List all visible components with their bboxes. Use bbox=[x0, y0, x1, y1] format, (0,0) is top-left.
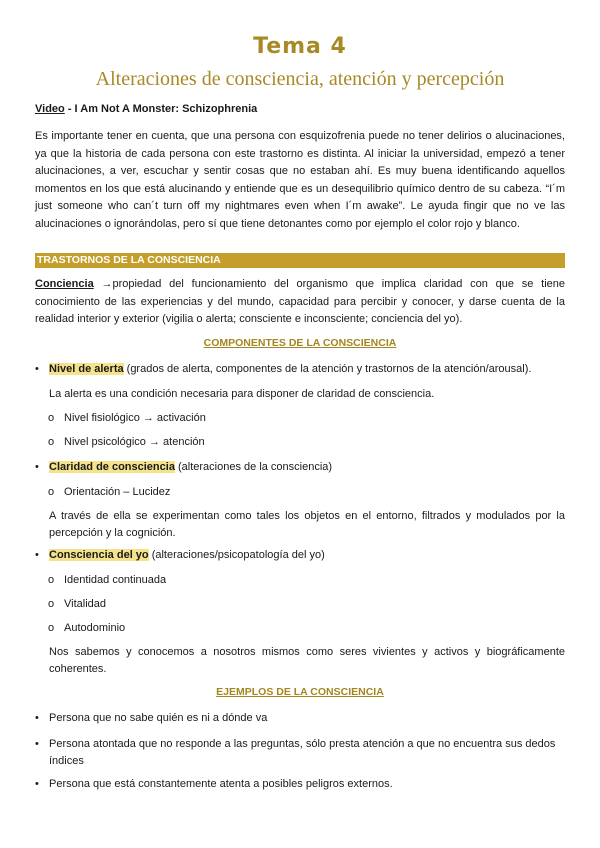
component-3-note: Nos sabemos y conocemos a nosotros mismos como seres vivientes y activos y biográficamente coherentes. bbox=[49, 646, 565, 675]
component-3-sub-1: o Identidad continuada bbox=[48, 574, 167, 586]
bullet-icon: • bbox=[35, 778, 39, 790]
component-2-label: Claridad de consciencia bbox=[49, 461, 175, 473]
component-1-rest: (grados de alerta, componentes de la atención y trastornos de la atención/arousal). bbox=[123, 363, 532, 375]
component-2-rest: (alteraciones de la consciencia) bbox=[174, 461, 333, 473]
component-3-sub-3: o Autodominio bbox=[48, 622, 126, 634]
component-3-sub-2: o Vitalidad bbox=[48, 598, 106, 610]
definition-term: Conciencia bbox=[35, 278, 94, 290]
examples-heading: EJEMPLOS DE LA CONSCIENCIA bbox=[216, 686, 384, 698]
bullet-icon: • bbox=[35, 461, 39, 473]
sub-bullet-icon: o bbox=[48, 598, 55, 610]
component-1-sub-2: o Nivel psicológico → atención bbox=[48, 436, 205, 448]
components-heading: COMPONENTES DE LA CONSCIENCIA bbox=[203, 337, 397, 349]
bullet-icon: • bbox=[35, 712, 39, 724]
definition-text: →propiedad del funcionamiento del organismo que implica claridad con que se tiene conocimiento de las experiencias y del mundo, capacidad para percibir y conocer, y darse cuenta de la realidad interior y exterior (vigilia o alerta; consciente e inconsciente; conciencia del yo). bbox=[35, 278, 565, 325]
bullet-icon: • bbox=[35, 549, 39, 561]
sub-bullet-icon: o bbox=[48, 574, 55, 586]
video-name: I Am Not A Monster: Schizophrenia bbox=[74, 103, 258, 115]
video-label: Video bbox=[35, 103, 65, 115]
section-bar-trastornos: TRASTORNOS DE LA CONSCIENCIA bbox=[35, 253, 565, 268]
definition-paragraph bbox=[35, 276, 565, 329]
component-3-rest: (alteraciones/psicopatología del yo) bbox=[148, 549, 325, 561]
component-1-sub-1: o Nivel fisiológico → activación bbox=[48, 412, 206, 424]
component-2-sub-1: o Orientación – Lucidez bbox=[48, 486, 171, 498]
component-2-note: A través de ella se experimentan como tales los objetos en el entorno, filtrados y modulados por la percepción y la cognición. bbox=[49, 510, 565, 539]
page-subtitle: Alteraciones de consciencia, atención y percepción bbox=[95, 68, 505, 90]
sub-bullet-icon: o bbox=[48, 486, 55, 498]
video-separator: - bbox=[64, 103, 75, 115]
bullet-icon: • bbox=[35, 363, 39, 375]
component-3-label: Consciencia del yo bbox=[49, 549, 149, 561]
component-1-label: Nivel de alerta bbox=[49, 363, 124, 375]
sub-bullet-icon: o bbox=[48, 412, 55, 424]
sub-bullet-icon: o bbox=[48, 622, 55, 634]
bullet-icon: • bbox=[35, 738, 39, 750]
video-line bbox=[35, 103, 257, 115]
intro-paragraph: Es importante tener en cuenta, que una persona con esquizofrenia puede no tener delirios o alucinaciones, ya que la historia de cada persona con este trastorno es distinta. Al iniciar la universidad, empezó a tener alucinaciones, a ver, escuchar y sentir cosas que no estaban ahí. Es muy buena identificando aquellos momentos en los que está alucinando y entiende que es un desequilibrio químico dentro de su cabeza. “I´m just someone who can´t turn off my nightmares even when I´m awake”. Le ayuda fingir que no ve las alucinaciones o ignorándolas, pero sí que tiene detonantes como por ejemplo el color rojo y blanco. bbox=[35, 130, 565, 230]
page-title: Tema 4 bbox=[253, 34, 347, 59]
sub-bullet-icon: o bbox=[48, 436, 55, 448]
component-1-note: La alerta es una condición necesaria para disponer de claridad de consciencia. bbox=[49, 388, 435, 400]
